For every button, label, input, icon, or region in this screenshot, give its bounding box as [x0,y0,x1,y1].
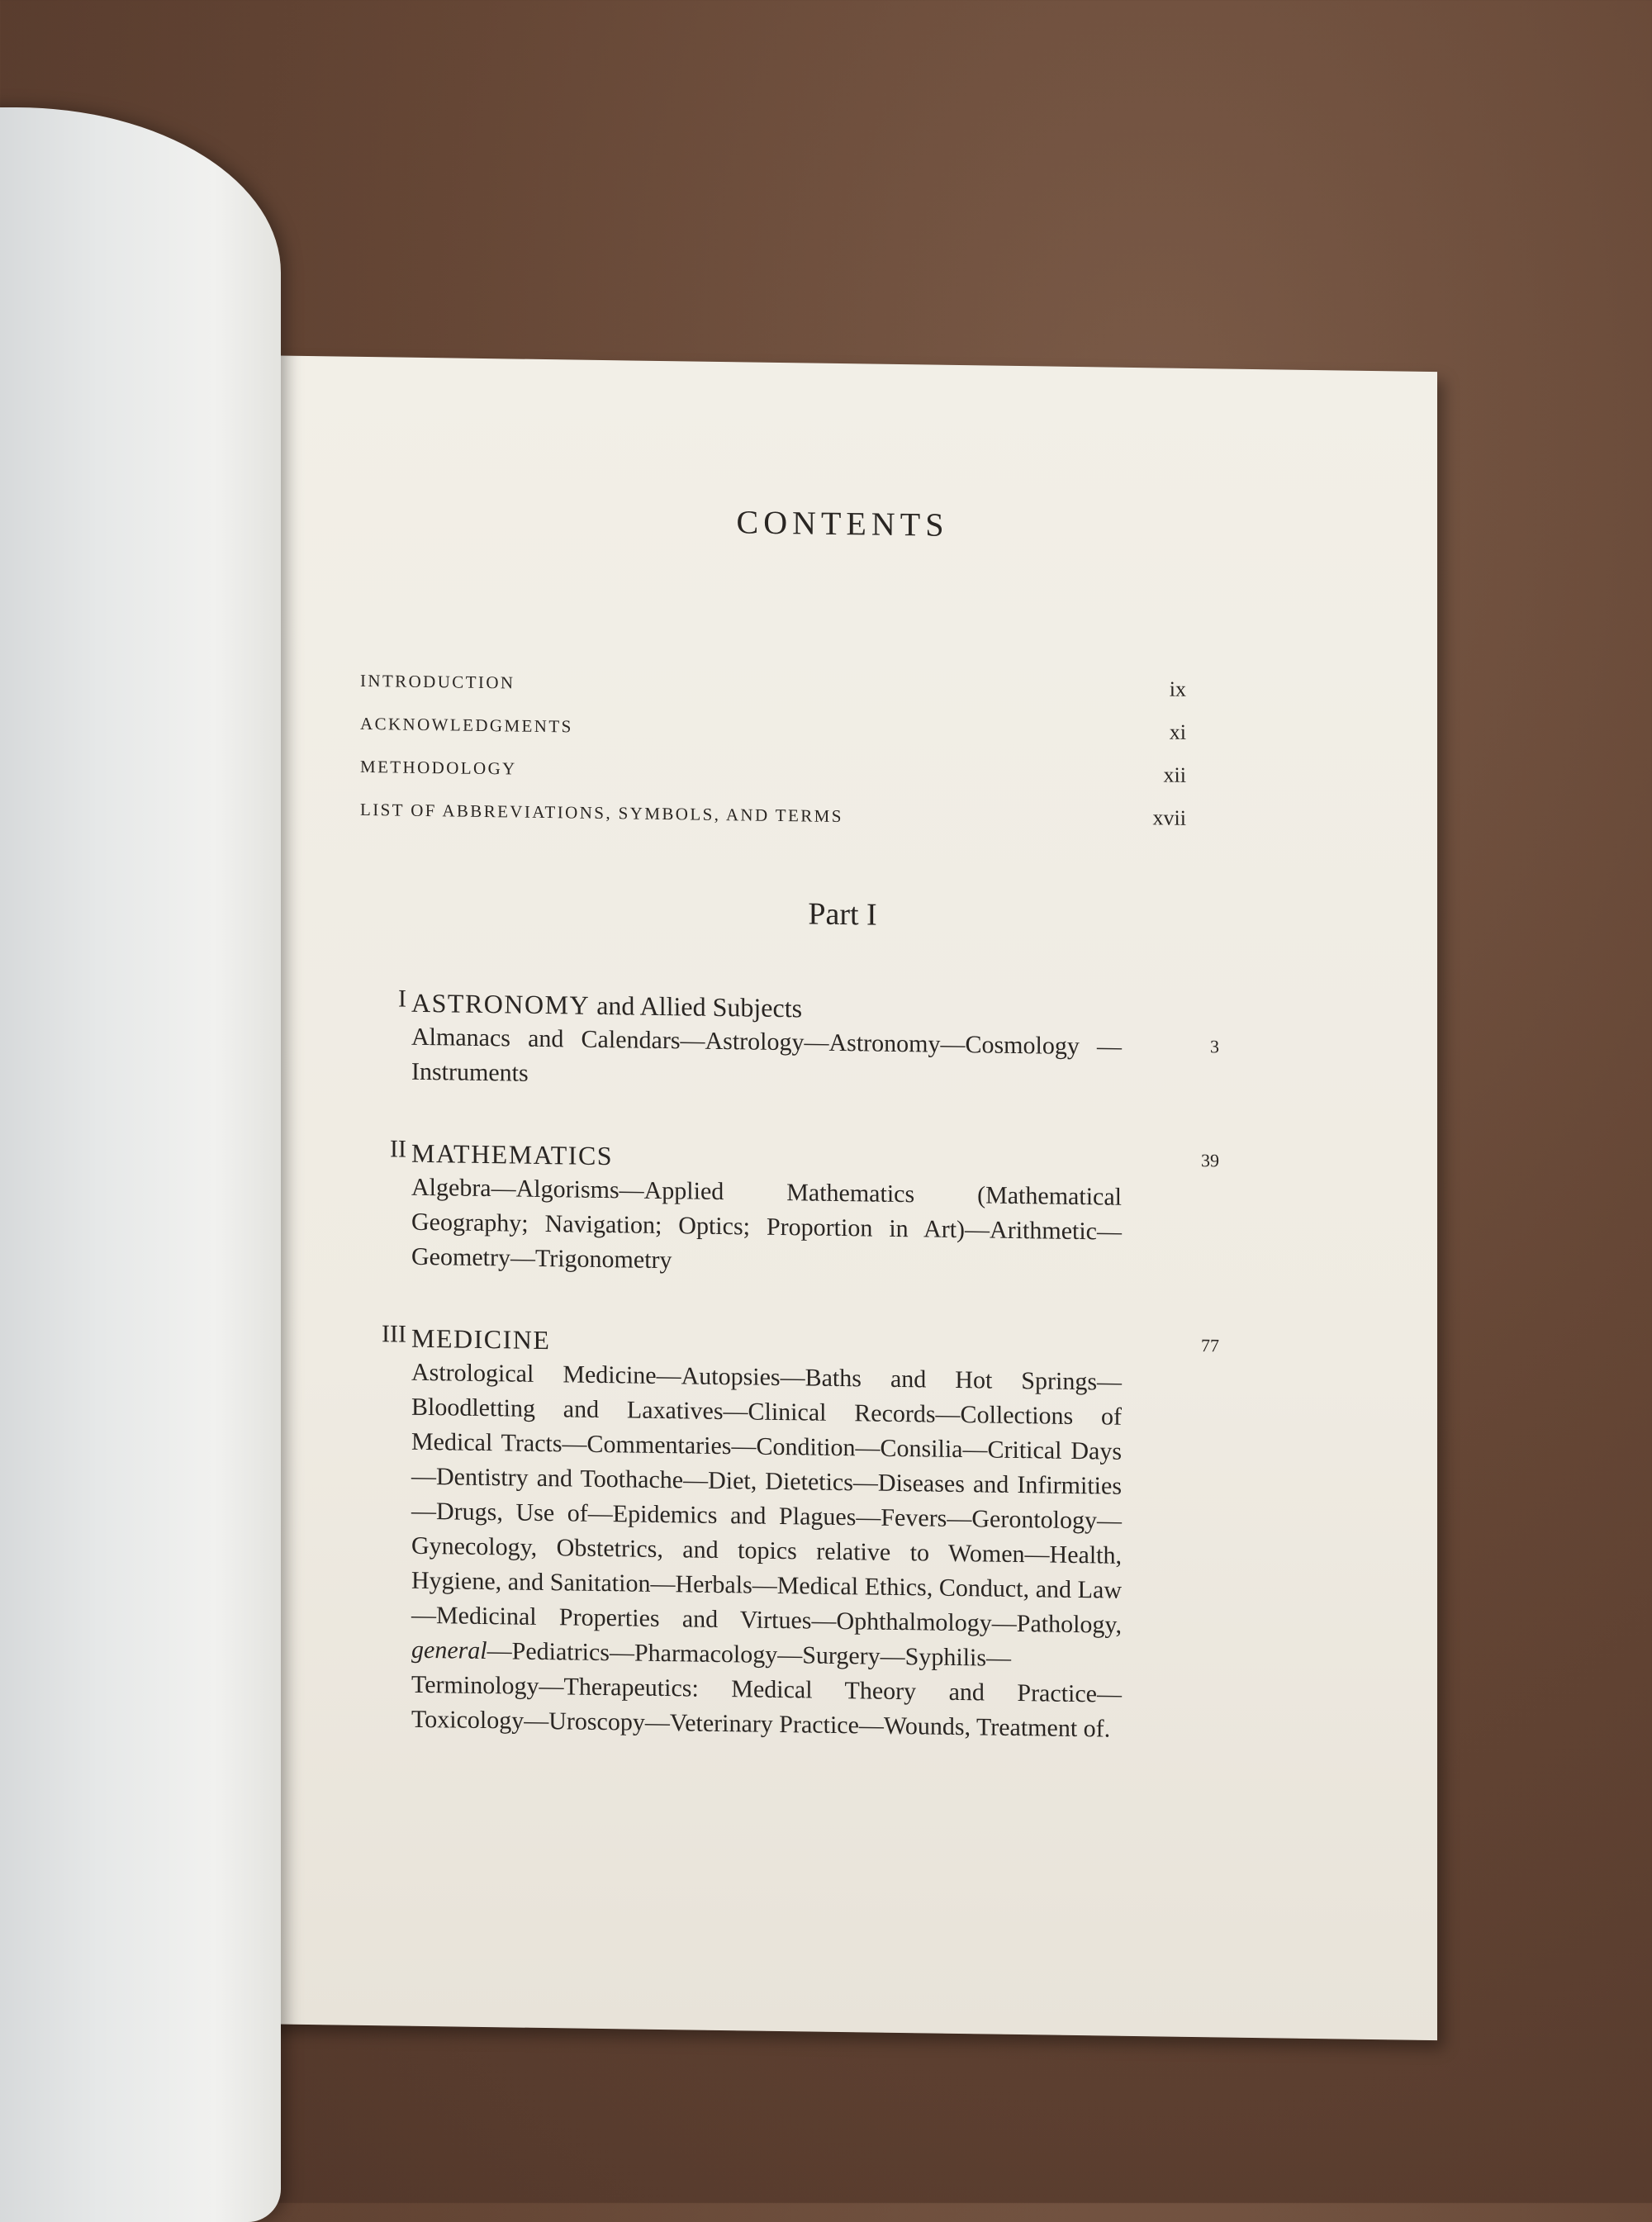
chapter-description: Algebra—Algorisms—Applied Mathematics (Mathematical Geography; Navigation; Optics; Proportion in Art)—Arithmetic—Geometry—Trigonometry [411,1173,1122,1275]
front-matter-page: xi [1169,719,1186,744]
chapter-entry-medicine [360,1320,1219,1749]
chapter-numeral: II [390,1135,406,1163]
chapter-title-main: ASTRONOMY [411,987,591,1020]
chapter-title-suffix: and Allied Subjects [590,990,803,1023]
chapter-description-italic: general [411,1636,487,1665]
front-matter-page: ix [1169,677,1186,701]
contents-page [248,355,1437,2040]
part-heading: Part I [808,896,877,933]
chapter-entry-astronomy [360,985,1219,1101]
chapter-description-part: Astrological Medicine—Autopsies—Baths and Hot Springs—Bloodletting and Laxatives—Clinical Records—Collections of Medical Tracts—Commentaries—Condition—Consilia—Critical Days—Dentistry and Toothache—Diet, Dietetics—Diseases and Infirmities—Drugs, Use of—Epidemics and Plagues—Fevers—Gerontology—Gynecology, Obstetrics, and topics relative to Women—Health, Hygiene, and Sanitation—Herbals—Medical Ethics, Conduct, and Law—Medicinal Properties and Virtues—Ophthalmology—Pathology, [411,1358,1122,1639]
front-matter-list [360,671,1186,854]
front-matter-label: INTRODUCTION [360,670,515,693]
chapter-entry-mathematics [360,1135,1219,1286]
front-matter-page: xvii [1152,805,1186,830]
chapter-title-main: MATHEMATICS [411,1137,614,1171]
front-matter-label: METHODOLOGY [360,756,517,779]
chapter-page: 39 [1201,1150,1219,1171]
chapter-numeral: I [398,985,406,1013]
chapter-numeral: III [382,1320,406,1348]
chapter-page: 77 [1201,1335,1219,1356]
curled-left-page [0,107,281,2222]
chapter-description [411,1356,1122,1747]
chapter-description: Almanacs and Calendars—Astrology—Astronomy—Cosmology —Instruments [411,1023,1122,1087]
front-matter-label: ACKNOWLEDGMENTS [360,713,573,737]
chapter-title-main: MEDICINE [411,1322,551,1356]
chapter-list [360,985,1219,1795]
book-page [248,355,1437,2040]
chapter-page: 3 [1210,1036,1219,1057]
chapter-description-part: —Pediatrics—Pharmacology—Surgery—Syphilis—Terminology—Therapeutics: Medical Theory and Practice—Toxicology—Uroscopy—Veterinary Practice—Wounds, Treatment of. [411,1637,1122,1743]
page-title: CONTENTS [736,503,949,544]
front-matter-label: LIST OF ABBREVIATIONS, SYMBOLS, AND TERMS [360,799,843,827]
front-matter-page: xii [1163,762,1186,787]
